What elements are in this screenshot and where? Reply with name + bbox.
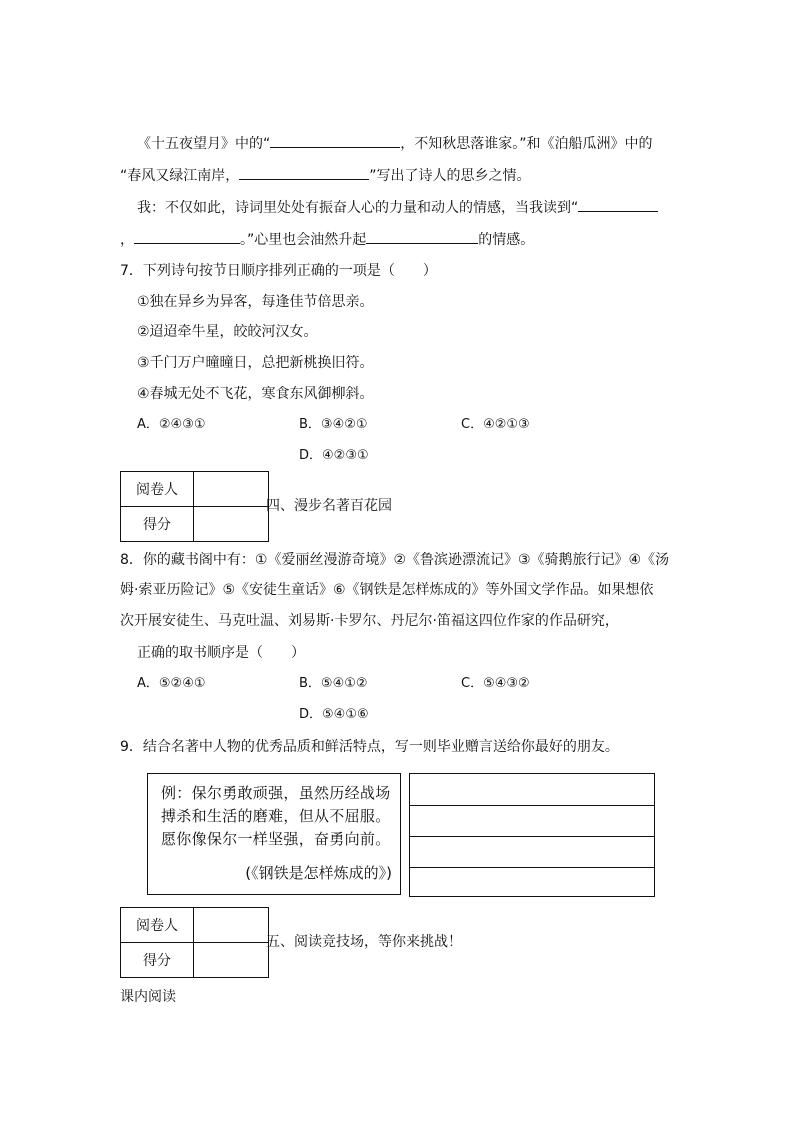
example-source: (《钢铁是怎样炼成的》) <box>245 864 392 882</box>
footer-label: 课内阅读 <box>120 989 176 1005</box>
q7-option-d[interactable]: D．④②③① <box>299 448 369 463</box>
q7-option-b[interactable]: B．③④②① <box>299 417 368 432</box>
answer-blank-4[interactable] <box>134 229 240 244</box>
poem-line-4-pre: ， <box>120 232 134 248</box>
poem-line-4-mid: 。”心里也会油然升起 <box>240 232 367 248</box>
score-cell[interactable] <box>194 943 269 978</box>
q8-option-d[interactable]: D．⑤④①⑥ <box>299 707 369 722</box>
reviewer-label: 阅卷人 <box>121 908 194 943</box>
q8-option-b[interactable]: B．⑤④①② <box>299 676 368 691</box>
poem-line-4-post: 的情感。 <box>478 232 535 248</box>
reviewer-cell[interactable] <box>194 908 269 943</box>
poem-line-3-text: 我：不仅如此，诗词里处处有振奋人心的力量和动人的情感，当我读到“ <box>137 200 579 216</box>
answer-line <box>410 836 654 837</box>
q7-option-c[interactable]: C．④②①③ <box>461 417 530 432</box>
poem-line-2 <box>120 165 531 186</box>
score-cell[interactable] <box>194 507 269 542</box>
q8-stem-line-4: 正确的取书顺序是（ ） <box>137 645 305 661</box>
q8-stem-line-1: 8．你的藏书阁中有：①《爱丽丝漫游奇境》②《鲁滨逊漂流记》③《骑鹅旅行记》④《汤 <box>120 552 670 568</box>
answer-line <box>410 805 654 806</box>
poem-line-1 <box>137 133 653 154</box>
example-text: 例：保尔勇敢顽强，虽然历经战场搏杀和生活的磨难，但从不屈服。愿你像保尔一样坚强，奋勇向前。 <box>161 784 391 848</box>
score-table-2 <box>120 907 269 978</box>
q7-item-4: ④春城无处不飞花，寒食东风御柳斜。 <box>137 386 374 402</box>
answer-blank-3[interactable] <box>578 197 658 212</box>
poem-line-2-pre: “春风又绿江南岸， <box>120 168 240 184</box>
q8-option-c[interactable]: C．⑤④③② <box>461 676 530 691</box>
poem-line-2-post: ”写出了诗人的思乡之情。 <box>369 168 531 184</box>
score-table-1 <box>120 471 269 542</box>
section-4-title: 四、漫步名著百花园 <box>266 498 392 514</box>
q7-item-1: ①独在异乡为异客，每逢佳节倍思亲。 <box>137 294 374 310</box>
answer-line <box>410 867 654 868</box>
poem-line-4 <box>120 229 534 250</box>
answer-blank-2[interactable] <box>239 165 369 180</box>
answer-blank-5[interactable] <box>366 229 478 244</box>
score-label: 得分 <box>121 507 194 542</box>
q9-stem: 9．结合名著中人物的优秀品质和鲜活特点，写一则毕业赠言送给你最好的朋友。 <box>120 739 619 755</box>
poem-line-1-mid: ，不知秋思落谁家。”和《泊船瓜洲》中的 <box>400 136 653 152</box>
reviewer-label: 阅卷人 <box>121 472 194 507</box>
q7-item-2: ②迢迢牵牛星，皎皎河汉女。 <box>137 324 318 340</box>
answer-blank-1[interactable] <box>270 133 400 148</box>
score-label: 得分 <box>121 943 194 978</box>
q8-stem-line-2: 姆·索亚历险记》⑤《安徒生童话》⑥《钢铁是怎样炼成的》等外国文学作品。如果想依 <box>120 582 654 598</box>
q7-option-a[interactable]: A．②④③① <box>137 417 206 432</box>
poem-line-1-pre: 《十五夜望月》中的“ <box>137 136 271 152</box>
reviewer-cell[interactable] <box>194 472 269 507</box>
q7-stem: 7．下列诗句按节日顺序排列正确的一项是（ ） <box>120 263 437 279</box>
q8-option-a[interactable]: A．⑤②④① <box>137 676 206 691</box>
q7-item-3: ③千门万户曈曈日，总把新桃换旧符。 <box>137 355 374 371</box>
section-5-title: 五、阅读竞技场，等你来挑战！ <box>266 934 462 950</box>
answer-lines-box[interactable] <box>409 773 655 897</box>
q8-stem-line-3: 次开展安徒生、马克吐温、刘易斯·卡罗尔、丹尼尔·笛福这四位作家的作品研究， <box>120 613 619 629</box>
poem-line-3 <box>137 197 658 218</box>
example-box <box>147 773 401 895</box>
